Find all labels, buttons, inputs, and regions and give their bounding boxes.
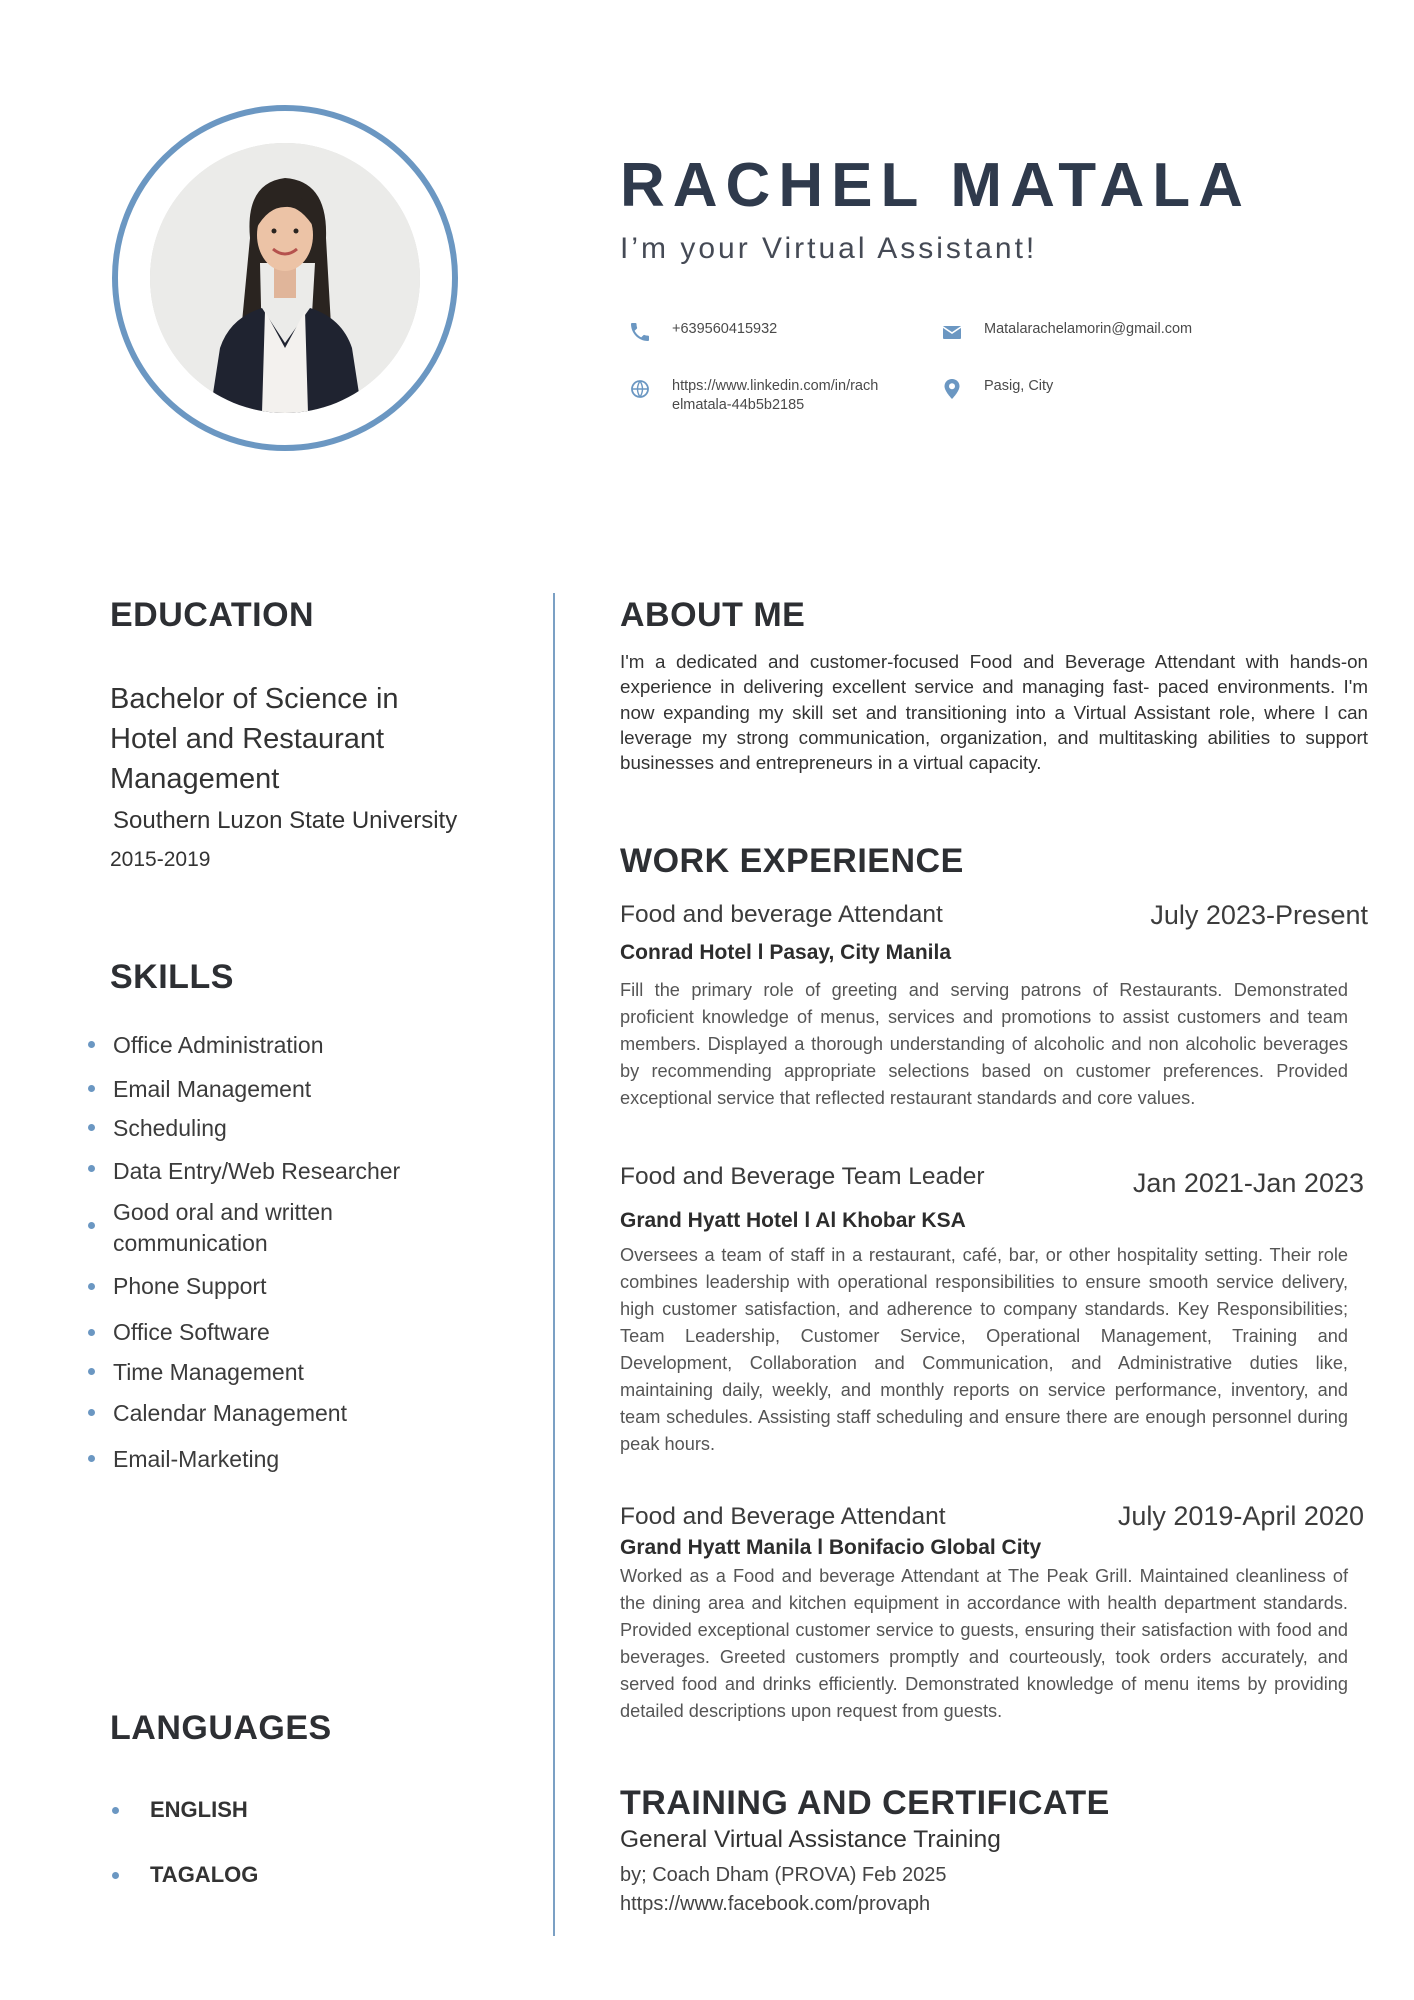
skill-bullet — [88, 1165, 95, 1172]
skill-bullet — [88, 1041, 95, 1048]
training-link[interactable]: https://www.facebook.com/provaph — [620, 1893, 931, 1915]
phone-number[interactable]: +639560415932 — [672, 321, 778, 337]
skill-item: Scheduling — [113, 1115, 227, 1141]
candidate-tagline: I’m your Virtual Assistant! — [620, 232, 1038, 265]
language-bullet — [112, 1872, 119, 1879]
job-company: Grand Hyatt Manila l Bonifacio Global City — [620, 1536, 1042, 1559]
location-text: Pasig, City — [984, 378, 1054, 394]
job-title: Food and beverage Attendant — [620, 901, 943, 928]
education-heading: EDUCATION — [110, 596, 315, 634]
contact-email — [940, 320, 1192, 344]
location-pin-icon — [940, 377, 964, 401]
training-provider: by; Coach Dham (PROVA) Feb 2025 — [620, 1864, 947, 1886]
skill-item: Good oral and written communication — [113, 1199, 333, 1256]
skills-heading: SKILLS — [110, 958, 234, 996]
column-divider — [553, 593, 555, 1936]
skill-bullet — [88, 1124, 95, 1131]
training-title: General Virtual Assistance Training — [620, 1826, 1001, 1853]
profile-photo — [150, 143, 420, 413]
language-item: ENGLISH — [150, 1797, 248, 1822]
envelope-icon — [940, 320, 964, 344]
skill-item: Office Administration — [113, 1032, 324, 1058]
skill-bullet — [88, 1329, 95, 1336]
candidate-name: RACHEL MATALA — [620, 151, 1251, 220]
education-degree: Bachelor of Science in Hotel and Restaurant Management — [110, 683, 399, 795]
job-company: Grand Hyatt Hotel l Al Khobar KSA — [620, 1209, 966, 1232]
contact-linkedin — [628, 377, 878, 415]
education-school: Southern Luzon State University — [113, 807, 458, 834]
globe-icon — [628, 377, 652, 401]
training-heading: TRAINING AND CERTIFICATE — [620, 1784, 1110, 1822]
skill-bullet — [88, 1368, 95, 1375]
about-text: I'm a dedicated and customer-focused Food and Beverage Attendant with hands-on experience in delivering excellent service and managing fast- paced environments. I'm now expanding my skill set and transitioning into a Virtual Assistant role, where I can leverage my strong communication, organization, and multitasking abilities to support businesses and entrepreneurs in a virtual capacity. — [620, 651, 1368, 774]
job-title: Food and Beverage Team Leader — [620, 1163, 985, 1190]
language-item: TAGALOG — [150, 1862, 259, 1887]
skill-bullet — [88, 1085, 95, 1092]
job-title: Food and Beverage Attendant — [620, 1503, 946, 1530]
skill-item: Phone Support — [113, 1273, 267, 1299]
education-years: 2015-2019 — [110, 848, 211, 871]
skill-item: Time Management — [113, 1359, 304, 1385]
contact-phone — [628, 320, 777, 344]
job-date: July 2019-April 2020 — [1117, 1501, 1364, 1531]
job-description: Worked as a Food and beverage Attendant at The Peak Grill. Maintained cleanliness of the dining area and kitchen equipment in accordance with health department standards. Provided exceptional customer service to guests, ensuring their satisfaction with food and beverages. Greeted customers promptly and courteously, took orders accurately, and served food and drinks efficiently. Demonstrated knowledge of menu items by providing detailed descriptions upon request from guests. — [620, 1566, 1348, 1721]
email-address[interactable]: Matalarachelamorin@gmail.com — [984, 321, 1193, 337]
linkedin-url[interactable]: https://www.linkedin.com/in/rach elmatala-44b5b2185 — [672, 378, 879, 413]
skill-item: Email Management — [113, 1076, 312, 1102]
about-heading: ABOUT ME — [620, 596, 806, 634]
skill-item: Email-Marketing — [113, 1446, 280, 1472]
skill-bullet — [88, 1455, 95, 1462]
skill-bullet — [88, 1222, 95, 1229]
contact-location — [940, 377, 1053, 401]
job-description: Oversees a team of staff in a restaurant, café, bar, or other hospitality setting. Their role combines leadership with operational responsibilities to ensure smooth service delivery, high customer satisfaction, and adherence to company standards. Key Responsibilities; Team Leadership, Customer Service, Operational Management, Training and Development, Collaboration and Communication, and Administrative duties like, maintaining daily, weekly, and monthly reports on service performance, inventory, and team schedules. Assisting staff scheduling and ensure there are enough personnel during peak hours. — [620, 1245, 1348, 1454]
phone-icon — [628, 320, 652, 344]
skill-bullet — [88, 1409, 95, 1416]
job-date: Jan 2021-Jan 2023 — [1132, 1168, 1364, 1198]
skill-item: Data Entry/Web Researcher — [113, 1158, 401, 1184]
skill-item: Office Software — [113, 1319, 270, 1345]
work-heading: WORK EXPERIENCE — [620, 842, 964, 880]
skill-item: Calendar Management — [113, 1400, 347, 1426]
job-description: Fill the primary role of greeting and serving patrons of Restaurants. Demonstrated proficient knowledge of menus, services and promotions to assist customers and team members. Displayed a thorough understanding of alcoholic and non alcoholic beverages by recommending appropriate selections based on customer preferences. Provided exceptional service that reflected restaurant standards and core values. — [620, 980, 1348, 1108]
job-company: Conrad Hotel l Pasay, City Manila — [620, 941, 952, 964]
job-date: July 2023-Present — [1150, 900, 1368, 930]
skill-bullet — [88, 1283, 95, 1290]
language-bullet — [112, 1807, 119, 1814]
languages-heading: LANGUAGES — [110, 1709, 332, 1747]
